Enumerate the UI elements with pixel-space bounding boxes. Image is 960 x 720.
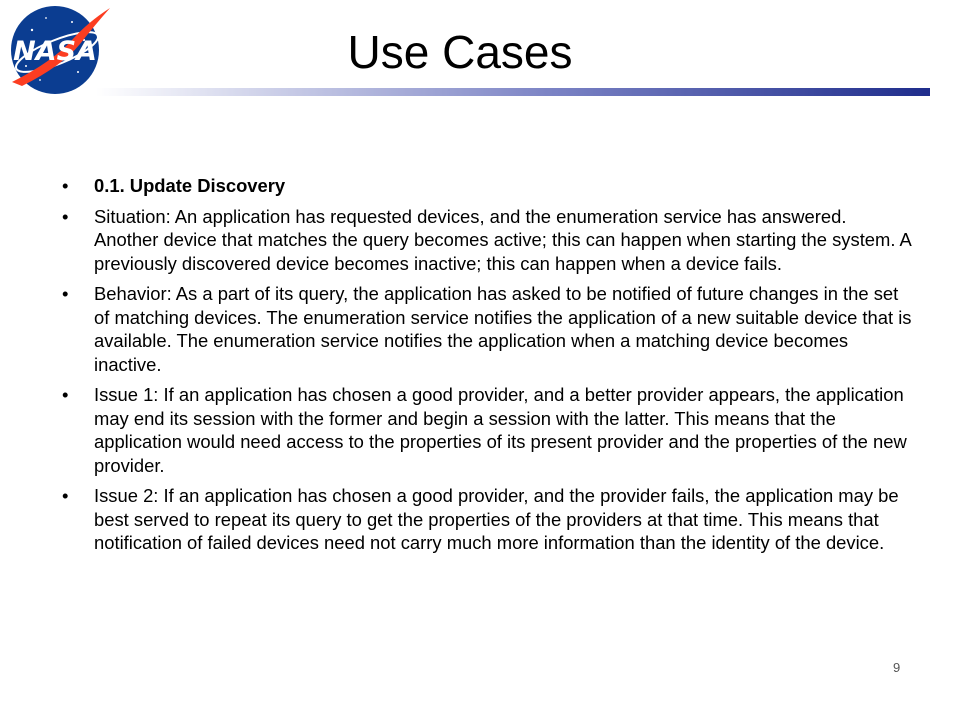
bullet-glyph: • — [62, 175, 69, 196]
bullet-glyph: • — [62, 283, 69, 304]
bullet-text: 0.1. Update Discovery — [94, 175, 286, 196]
bullet-item-issue-1 — [62, 383, 912, 477]
bullet-glyph: • — [62, 485, 69, 506]
bullet-item-situation — [62, 205, 912, 276]
title-underline-rule — [96, 88, 930, 96]
bullet-text: Issue 2: If an application has chosen a good provider, and the provider fails, the application may be best served to repeat its query to get the properties of the providers at that time. This means that notification of failed devices need not carry much more information than the identity of the device. — [94, 485, 899, 553]
bullet-text: Behavior: As a part of its query, the application has asked to be notified of future changes in the set of matching devices. The enumeration service notifies the application of a new suitable device that is available. The enumeration service notifies the application when a matching device becomes inactive. — [94, 283, 912, 375]
bullet-item-issue-2 — [62, 484, 912, 555]
bullet-glyph: • — [62, 205, 69, 227]
bullet-glyph: • — [62, 384, 69, 405]
slide-body — [62, 174, 912, 562]
page-number: 9 — [893, 660, 901, 675]
slide-title: Use Cases — [347, 26, 573, 78]
bullet-text: Situation: An application has requested devices, and the enumeration service has answered. Another device that matches the query becomes active; this can happen when starting the system. A previously discovered device becomes inactive; this can happen when a device fails. — [94, 205, 911, 274]
bullet-item-behavior — [62, 282, 912, 376]
bullet-text: Issue 1: If an application has chosen a good provider, and a better provider appears, the application may end its session with the former and begin a session with the latter. This means that the application would need access to the properties of its present provider and the properties of the new provider. — [94, 384, 907, 476]
bullet-item-heading — [62, 174, 912, 198]
logo-wordmark: NASA — [13, 36, 97, 67]
